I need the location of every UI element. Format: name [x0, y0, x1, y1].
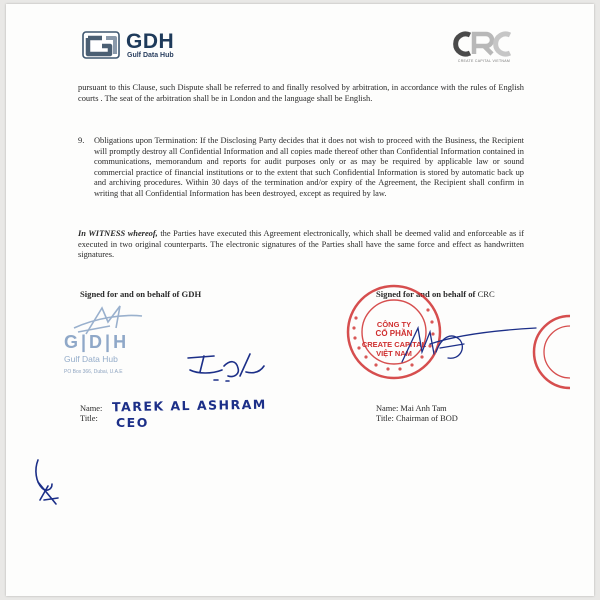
witness-paragraph — [78, 229, 524, 261]
crc-stamp-line-2: CỔ PHẦN — [375, 329, 413, 338]
gdh-signatory-name: TAREK AL ASHRAM — [111, 396, 267, 415]
gdh-signatory-title: CEO — [116, 415, 149, 430]
crc-heading-plain: CRC — [475, 289, 495, 299]
crc-name-field — [376, 404, 447, 413]
gdh-logo-name: GDH — [126, 30, 175, 53]
crc-logo-icon — [444, 30, 524, 58]
crc-signatory-name: Mai Anh Tam — [400, 404, 447, 413]
crc-signatory-title: Chairman of BOD — [395, 414, 458, 423]
gdh-logo-tagline: Gulf Data Hub — [127, 52, 174, 59]
crc-logo — [444, 30, 524, 66]
crc-heading-bold: Signed for and on behalf of — [376, 289, 476, 299]
document-page — [6, 4, 594, 596]
crc-handwritten-signature — [400, 322, 540, 366]
crc-title-field — [376, 414, 458, 423]
clause-number: 9. — [78, 136, 85, 145]
crc-name-label: Name: — [376, 404, 399, 413]
crc-stamp-line-1: CÔNG TY — [376, 320, 412, 329]
gdh-handwritten-signature — [178, 350, 268, 388]
gdh-title-label: Title: — [80, 414, 98, 423]
arbitration-paragraph: pursuant to this Clause, such Dispute shall be referred to and finally resolved by arbitration, in accordance with the rules of English courts . The seat of the arbitration shall be in London and the language shall be English. — [78, 83, 524, 103]
crc-logo-tagline: CREATE CAPITAL VIETNAM — [457, 59, 511, 63]
gdh-logo — [82, 30, 212, 64]
witness-text: the Parties have executed this Agreement electronically, which shall be deemed valid and enforceable as if executed in two original counterparts. The electronic signatures of the Parties shall have the same force and effect as handwritten signatures. — [78, 229, 524, 260]
crc-title-label: Title: — [376, 414, 394, 423]
crc-stamp-line-4: VIỆT NAM — [376, 349, 412, 358]
gdh-signature-heading: Signed for and on behalf of GDH — [80, 289, 202, 299]
initials-signature — [30, 456, 64, 510]
gdh-stamp-address: PO Box 366, Dubai, U.A.E — [64, 369, 123, 375]
termination-clause: Obligations upon Termination: If the Disclosing Party decides that it does not wish to proceed with the Business, the Recipient will promptly destroy all Confidential Information and all copies made thereof other than Confidential Information contained in communications, memorandum and reports for audit purposes only or as may be required by applicable law or sound commercial practice of financial institutions or to the extent that such Confidential Information is stored by automatic back up and archiving procedures. Within 30 days of the termination and/or expiry of the Agreement, the Recipient shall confirm in writing that all Confidential Information has been destroyed, except as required by law. — [94, 136, 524, 198]
witness-lead: In WITNESS whereof, — [78, 229, 158, 238]
gdh-stamp-subtitle: Gulf Data Hub — [64, 354, 118, 364]
crc-stamp-line-3: CREATE CAPITAL — [361, 340, 427, 349]
gdh-stamp-title: G|D|H — [64, 332, 130, 352]
gdh-mark-icon — [82, 30, 122, 60]
gdh-name-label: Name: — [80, 404, 103, 413]
